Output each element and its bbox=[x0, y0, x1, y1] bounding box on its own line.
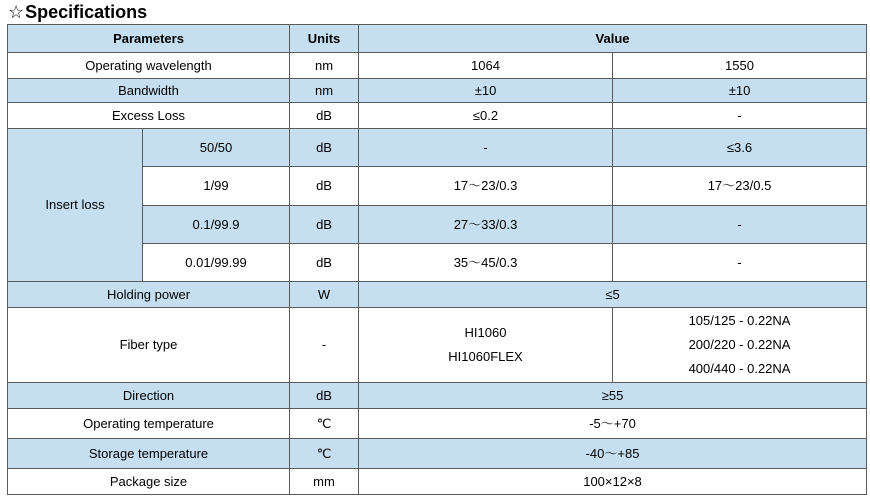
value-cell: -5～+70 bbox=[359, 409, 867, 439]
param-cell: Package size bbox=[8, 469, 290, 495]
param-cell: Holding power bbox=[8, 282, 290, 308]
value-cell-1: 1064 bbox=[359, 53, 613, 79]
value-cell-2: - bbox=[613, 244, 867, 282]
header-value: Value bbox=[359, 25, 867, 53]
param-cell-insert-loss: Insert loss bbox=[8, 129, 143, 282]
value-cell-1 bbox=[359, 308, 613, 383]
param-cell: Direction bbox=[8, 383, 290, 409]
specifications-table bbox=[7, 24, 867, 495]
value-cell-2: 1550 bbox=[613, 53, 867, 79]
fiber-value-line: HI1060 bbox=[464, 325, 507, 340]
header-units: Units bbox=[290, 25, 359, 53]
table-row-fiber-type bbox=[8, 308, 867, 383]
value-cell-2: - bbox=[613, 103, 867, 129]
ratio-cell: 50/50 bbox=[143, 129, 290, 167]
fiber-value-line: 200/220 - 0.22NA bbox=[688, 337, 791, 352]
header-parameters: Parameters bbox=[8, 25, 290, 53]
value-cell: ≤5 bbox=[359, 282, 867, 308]
value-cell-1: ≤0.2 bbox=[359, 103, 613, 129]
unit-cell: ℃ bbox=[290, 439, 359, 469]
ratio-cell: 1/99 bbox=[143, 167, 290, 206]
star-icon: ☆ bbox=[8, 2, 25, 22]
unit-cell: nm bbox=[290, 79, 359, 103]
value-cell-2 bbox=[613, 308, 867, 383]
table-row-package-size bbox=[8, 469, 867, 495]
value-cell-2: ±10 bbox=[613, 79, 867, 103]
param-cell: Bandwidth bbox=[8, 79, 290, 103]
value-cell-2: ≤3.6 bbox=[613, 129, 867, 167]
value-cell: 100×12×8 bbox=[359, 469, 867, 495]
unit-cell: dB bbox=[290, 103, 359, 129]
unit-cell: dB bbox=[290, 167, 359, 206]
param-cell: Excess Loss bbox=[8, 103, 290, 129]
page-title-text: Specifications bbox=[25, 2, 148, 22]
fiber-value-line: 400/440 - 0.22NA bbox=[688, 361, 791, 376]
table-row-direction bbox=[8, 383, 867, 409]
value-cell-1: 27～33/0.3 bbox=[359, 206, 613, 244]
table-row-bandwidth bbox=[8, 79, 867, 103]
table-header-row bbox=[8, 25, 867, 53]
param-cell: Operating temperature bbox=[8, 409, 290, 439]
unit-cell: mm bbox=[290, 469, 359, 495]
value-cell: ≥55 bbox=[359, 383, 867, 409]
param-cell: Storage temperature bbox=[8, 439, 290, 469]
unit-cell: ℃ bbox=[290, 409, 359, 439]
value-cell-2: 17～23/0.5 bbox=[613, 167, 867, 206]
table-row-storage-temperature bbox=[8, 439, 867, 469]
value-cell-1: ±10 bbox=[359, 79, 613, 103]
table-row-holding-power bbox=[8, 282, 867, 308]
table-row-operating-temperature bbox=[8, 409, 867, 439]
unit-cell: W bbox=[290, 282, 359, 308]
ratio-cell: 0.01/99.99 bbox=[143, 244, 290, 282]
unit-cell: dB bbox=[290, 206, 359, 244]
value-cell-1: - bbox=[359, 129, 613, 167]
param-cell: Fiber type bbox=[8, 308, 290, 383]
value-cell-1: 35～45/0.3 bbox=[359, 244, 613, 282]
unit-cell: - bbox=[290, 308, 359, 383]
fiber-value-line: HI1060FLEX bbox=[448, 349, 523, 364]
value-cell-1: 17～23/0.3 bbox=[359, 167, 613, 206]
fiber-value-line: 105/125 - 0.22NA bbox=[688, 313, 791, 328]
param-cell: Operating wavelength bbox=[8, 53, 290, 79]
ratio-cell: 0.1/99.9 bbox=[143, 206, 290, 244]
unit-cell: dB bbox=[290, 244, 359, 282]
unit-cell: dB bbox=[290, 129, 359, 167]
table-row-operating-wavelength bbox=[8, 53, 867, 79]
page-title bbox=[8, 1, 147, 23]
value-cell: -40～+85 bbox=[359, 439, 867, 469]
value-cell-2: - bbox=[613, 206, 867, 244]
table-row-excess-loss bbox=[8, 103, 867, 129]
table-row-insert-loss-1 bbox=[8, 129, 867, 167]
unit-cell: dB bbox=[290, 383, 359, 409]
unit-cell: nm bbox=[290, 53, 359, 79]
